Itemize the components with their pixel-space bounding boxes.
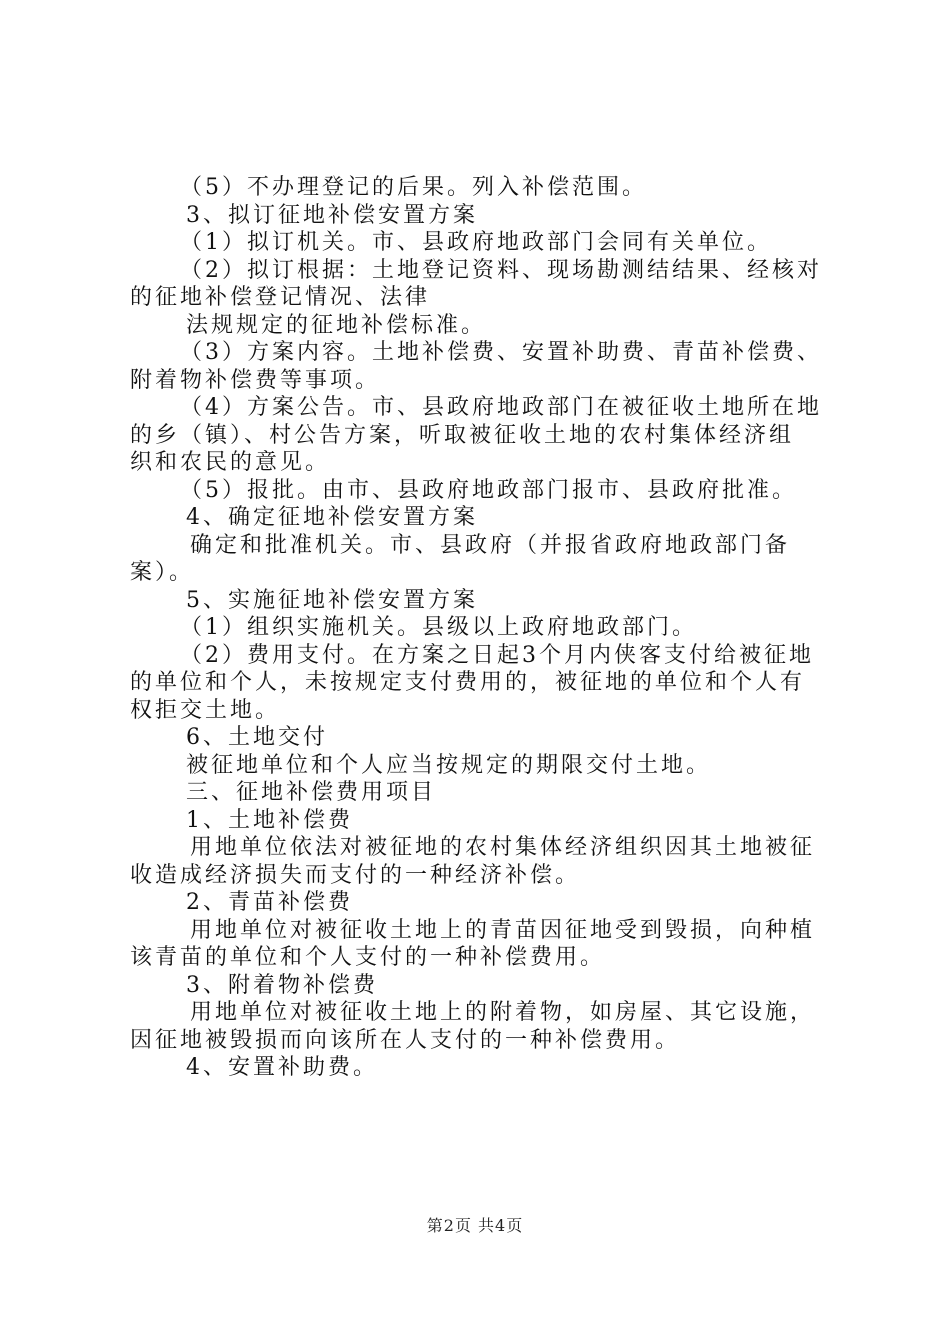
text-line: 案）。	[130, 560, 195, 585]
text-line: （2）费用支付。在方案之日起3个月内侠客支付给被征地	[180, 642, 814, 668]
body-text	[130, 174, 830, 1082]
text-line: （1）组织实施机关。县级以上政府地政部门。	[180, 615, 697, 640]
text-line: 权拒交土地。	[130, 697, 281, 723]
section-heading: 4、确定征地补偿安置方案	[186, 505, 478, 530]
text-line: 用地单位对被征收土地上的青苗因征地受到毁损，向种植	[190, 917, 816, 943]
text-line: （2）拟订根据：土地登记资料、现场勘测结结果、经核对	[180, 257, 822, 283]
text-line: 织和农民的意见。	[130, 450, 331, 475]
text-line: 附着物补偿费等事项。	[130, 367, 381, 393]
text-line: （1）拟订机关。市、县政府地政部门会同有关单位。	[180, 230, 772, 255]
text-line: （5）报批。由市、县政府地政部门报市、县政府批准。	[180, 477, 797, 503]
section-heading: 5、实施征地补偿安置方案	[186, 587, 478, 613]
text-line: 的单位和个人，未按规定支付费用的，被征地的单位和个人有	[130, 670, 806, 695]
page-footer: 第2页 共4页	[426, 1216, 524, 1235]
section-heading: 6、土地交付	[186, 725, 328, 750]
section-heading: 2、青苗补偿费	[186, 890, 353, 915]
section-heading: 1、土地补偿费	[186, 807, 353, 833]
text-line: 确定和批准机关。市、县政府（并报省政府地政部门备	[190, 532, 791, 558]
text-line: 该青苗的单位和个人支付的一种补偿费用。	[130, 945, 606, 970]
text-line: （4）方案公告。市、县政府地政部门在被征收土地所在地	[180, 395, 822, 420]
text-line: 用地单位依法对被征地的农村集体经济组织因其土地被征	[190, 835, 816, 860]
text-line: 用地单位对被征收土地上的附着物，如房屋、其它设施，	[190, 1000, 816, 1025]
text-line: 因征地被毁损而向该所在人支付的一种补偿费用。	[130, 1027, 681, 1053]
text-line: 的征地补偿登记情况、法律	[130, 285, 431, 310]
text-line: 法规规定的征地补偿标准。	[186, 312, 487, 338]
text-line: 被征地单位和个人应当按规定的期限交付土地。	[186, 752, 712, 778]
section-heading: 三、征地补偿费用项目	[186, 780, 437, 805]
text-line: （5）不办理登记的后果。列入补偿范围。	[180, 175, 647, 200]
section-heading: 4、安置补助费。	[186, 1055, 378, 1080]
text-line: （3）方案内容。土地补偿费、安置补助费、青苗补偿费、	[180, 340, 822, 365]
text-line: 的乡（镇）、村公告方案，听取被征收土地的农村集体经济组	[130, 422, 795, 448]
section-heading: 3、拟订征地补偿安置方案	[186, 202, 478, 228]
section-heading: 3、附着物补偿费	[186, 972, 378, 998]
text-line: 收造成经济损失而支付的一种经济补偿。	[130, 862, 581, 888]
